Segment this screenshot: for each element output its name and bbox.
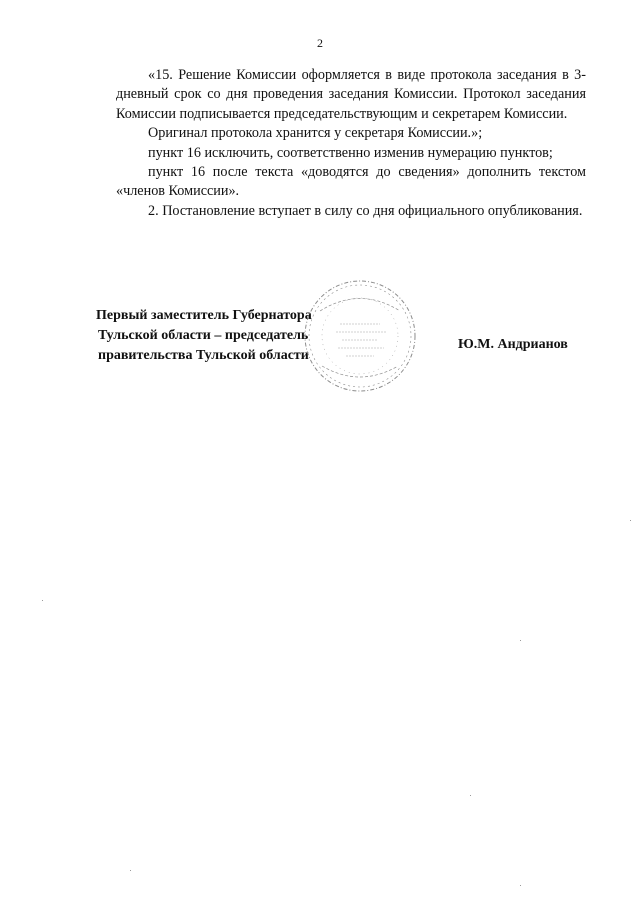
page-number: 2 xyxy=(317,36,323,50)
signatory-name: Ю.М. Андрианов xyxy=(458,337,568,352)
scan-speck xyxy=(42,600,43,601)
scan-speck xyxy=(520,640,521,641)
signatory-title-line-3: правительства Тульской области xyxy=(98,348,309,363)
document-body xyxy=(116,66,586,221)
scan-speck xyxy=(130,870,131,871)
signature-block xyxy=(96,306,616,386)
scan-speck xyxy=(630,520,631,521)
paragraph-amend-item-16: пункт 16 после текста «доводятся до сведения» дополнить текстом «членов Комиссии». xyxy=(116,164,586,200)
paragraph-original-protocol: Оригинал протокола хранится у секретаря Комиссии.»; xyxy=(148,125,483,142)
signatory-title-line-1: Первый заместитель Губернатора xyxy=(96,308,312,323)
paragraph-item-15: «15. Решение Комиссии оформляется в виде протокола заседания в 3-дневный срок со дня проведения заседания Комиссии. Протокол заседания Комиссии подписывается председательствующим и секретарем Комиссии. xyxy=(116,67,586,122)
paragraph-exclude-item-16: пункт 16 исключить, соответственно изменив нумерацию пунктов; xyxy=(148,144,553,161)
official-seal-stamp xyxy=(300,276,420,396)
scan-speck xyxy=(470,795,471,796)
signatory-title-line-2: Тульской области – председатель xyxy=(98,328,309,343)
scan-speck xyxy=(520,885,521,886)
paragraph-entry-into-force: 2. Постановление вступает в силу со дня официального опубликования. xyxy=(148,202,583,219)
